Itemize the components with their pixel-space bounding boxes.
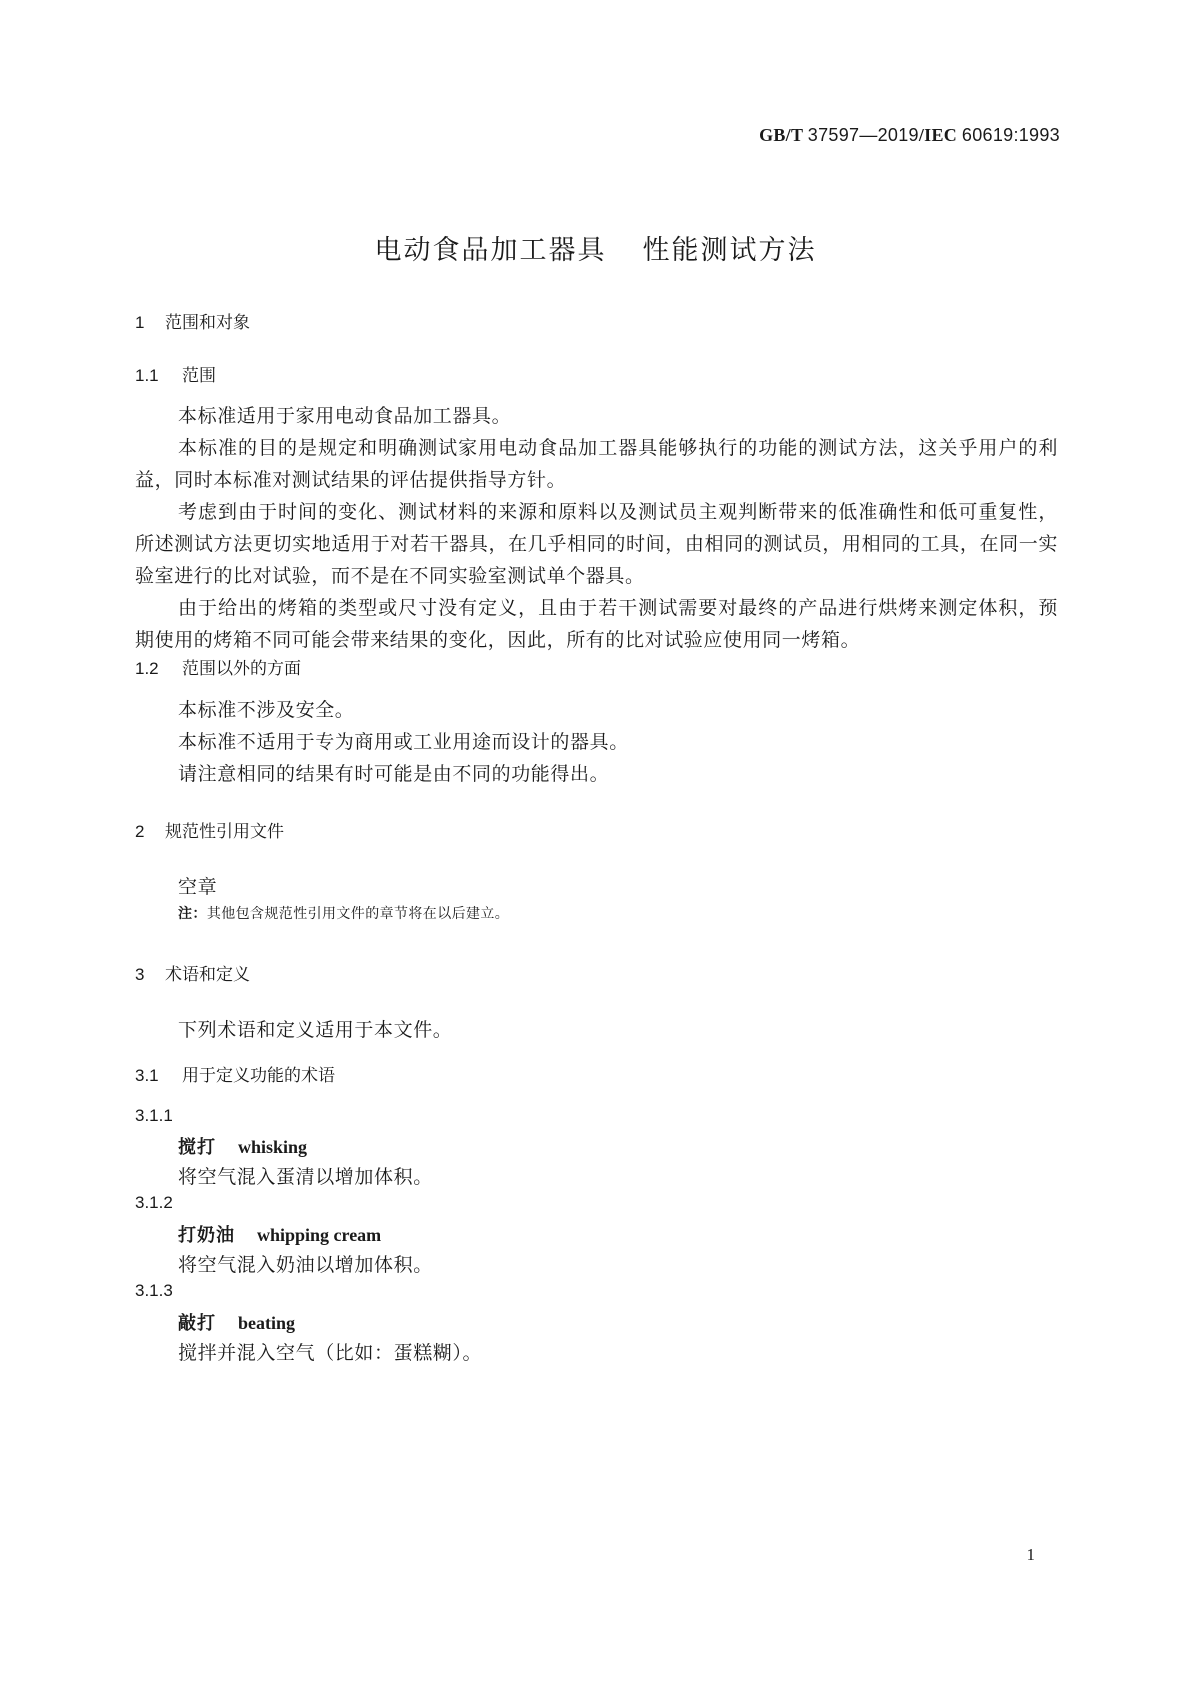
section-title: 范围和对象 xyxy=(165,313,250,333)
empty-chapter-text: 空章 xyxy=(178,876,218,898)
section-title: 术语和定义 xyxy=(165,965,250,985)
section-1-heading xyxy=(135,308,250,333)
paragraph: 由于给出的烤箱的类型或尺寸没有定义，且由于若干测试需要对最终的产品进行烘烤来测定体积，预期使用的烤箱不同可能会带来结果的变化，因此，所有的比对试验应使用同一烤箱。 xyxy=(135,597,1058,651)
section-number: 3 xyxy=(135,965,145,984)
section-title: 用于定义功能的术语 xyxy=(182,1066,335,1086)
std-number: 37597—2019 xyxy=(807,125,919,145)
term-definition: 将空气混入奶油以增加体积。 xyxy=(178,1254,433,1276)
section-2-heading xyxy=(135,817,284,842)
term-en: beating xyxy=(238,1313,296,1333)
section-number: 3.1 xyxy=(135,1066,159,1085)
term-en: whisking xyxy=(238,1137,308,1157)
standard-code xyxy=(759,125,1060,146)
term-number: 3.1.2 xyxy=(135,1193,173,1212)
term-zh: 敲打 xyxy=(178,1313,216,1334)
section-title: 范围 xyxy=(182,366,216,386)
term-definition: 将空气混入蛋清以增加体积。 xyxy=(178,1166,433,1188)
text-line: 下列术语和定义适用于本文件。 xyxy=(178,1019,453,1041)
section-3-heading xyxy=(135,960,250,985)
title-part-2: 性能测试方法 xyxy=(642,235,817,266)
section-number: 1 xyxy=(135,313,145,332)
page-number: 1 xyxy=(1026,1545,1035,1564)
term-zh: 搅打 xyxy=(178,1137,216,1158)
term-entry xyxy=(178,1133,307,1159)
note-label: 注： xyxy=(178,906,207,922)
text-line: 本标准不涉及安全。 xyxy=(178,699,355,721)
std-prefix: GB/T xyxy=(759,125,808,145)
term-number: 3.1.1 xyxy=(135,1106,173,1125)
section-3-1-heading xyxy=(135,1061,335,1086)
paragraph: 考虑到由于时间的变化、测试材料的来源和原料以及测试员主观判断带来的低准确性和低可重复性，所述测试方法更切实地适用于对若干器具，在几乎相同的时间，由相同的测试员，用相同的工具，在同一实验室进行的比对试验，而不是在不同实验室测试单个器具。 xyxy=(135,501,1058,587)
section-title: 范围以外的方面 xyxy=(182,659,301,679)
term-entry xyxy=(178,1221,381,1247)
term-zh: 打奶油 xyxy=(178,1225,235,1246)
text-line: 本标准不适用于专为商用或工业用途而设计的器具。 xyxy=(178,731,629,753)
title-part-1: 电动食品加工器具 xyxy=(374,235,607,266)
term-en: whipping cream xyxy=(257,1225,382,1245)
note-text: 其他包含规范性引用文件的章节将在以后建立。 xyxy=(206,906,510,922)
paragraph: 本标准适用于家用电动食品加工器具。 xyxy=(178,405,512,427)
term-entry xyxy=(178,1309,295,1335)
paragraph: 本标准的目的是规定和明确测试家用电动食品加工器具能够执行的功能的测试方法，这关乎用户的利益，同时本标准对测试结果的评估提供指导方针。 xyxy=(135,437,1058,491)
std-iec-number: 60619:1993 xyxy=(961,125,1060,145)
section-1-1-heading xyxy=(135,361,216,386)
term-definition: 搅拌并混入空气（比如：蛋糕糊）。 xyxy=(178,1342,483,1364)
document-title xyxy=(0,228,1191,267)
note xyxy=(178,903,509,923)
text-line: 请注意相同的结果有时可能是由不同的功能得出。 xyxy=(178,763,610,785)
term-number: 3.1.3 xyxy=(135,1281,173,1300)
section-title: 规范性引用文件 xyxy=(165,822,284,842)
section-1-2-heading xyxy=(135,654,301,679)
section-number: 2 xyxy=(135,822,145,841)
section-number: 1.1 xyxy=(135,366,159,385)
section-number: 1.2 xyxy=(135,659,159,678)
std-separator: /IEC xyxy=(918,125,962,145)
